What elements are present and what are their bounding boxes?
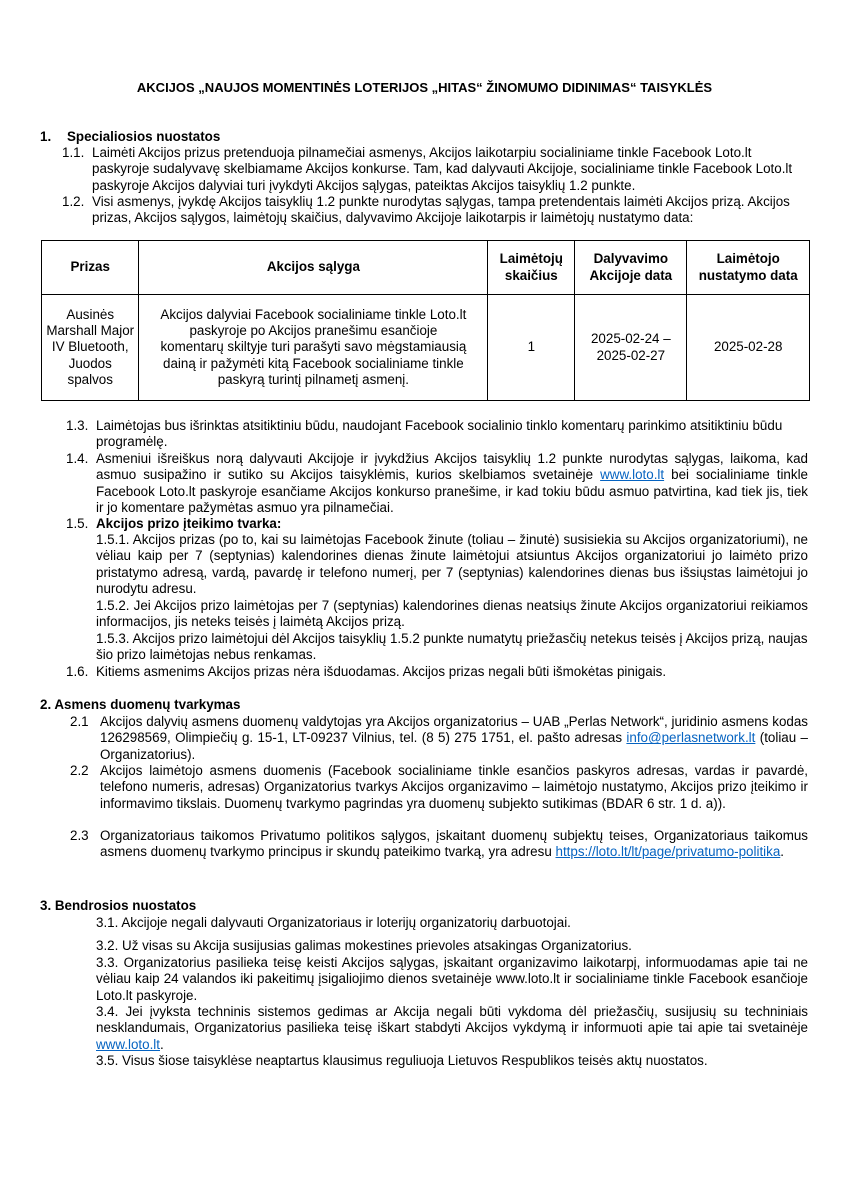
clause-3-4-text [96,1004,808,1053]
clause-2-3-part-a: Organizatoriaus taikomos Privatumo politikos sąlygos, įskaitant duomenų subjektų teises, Organizatoriaus taikomus asmens duomenų tvarkymo principus ir skundų pateikimo tvarką, yra adresu [100,828,808,860]
clause-1-1-number: 1.1. [62,145,85,160]
table-cell-prize: Ausinės Marshall Major IV Bluetooth, Juodos spalvos [42,295,139,401]
clause-1-1-text: Laimėti Akcijos prizus pretenduoja pilnamečiai asmenys, Akcijos laikotarpiu socialiniame tinkle Facebook Loto.lt paskyroje sudalyvavę skelbiamame Akcijos konkurse. Tam, kad dalyvauti Akcijoje, socialiniame tinkle Facebook Loto.lt paskyroje Akcijos dalyviai turi įvykdyti Akcijos sąlygas, pateiktas Akcijos taisyklių 1.2 punkte. [92,145,793,193]
section-1-heading: Specialiosios nuostatos [67,129,221,144]
clause-1-5-1-text: 1.5.1. Akcijos prizas (po to, kai su laimėtojas Facebook žinute (toliau – žinutė) susisiekia su Akcijos organizatoriumi), ne vėliau kaip per 7 (septynias) kalendorines dienas žinute laimėtojui atsiuntus Akcijos organizatoriui jo laimėto prizo pristatymo adresą, vardą, pavardę ir telefono numerį, per 7 (septynias) kalendorines dienas bus išsiųstas laimėtojui jo nurodytu adresu. [96,532,808,597]
clause-1-6-number: 1.6. [66,664,89,679]
clause-1-5-number: 1.5. [66,516,89,531]
clause-1-4-part-a: Asmeniui išreiškus norą dalyvauti Akcijoje ir įvykdžius Akcijos taisyklių 1.2 punkte nurodytas sąlygas, laikoma, kad asmuo susipažino ir sutiko su Akcijos taisyklėmis, kurios skelbiamos svetainėje [96,451,808,483]
clause-1-2-number: 1.2. [62,194,85,209]
clause-3-3-text: 3.3. Organizatorius pasilieka teisę keisti Akcijos sąlygas, įskaitant organizavimo laikotarpį, informuodamas apie tai ne vėliau kaip 24 valandos iki pakeitimų įsigaliojimo dienos svetainėje www.loto.lt ir socialiniame tinkle Facebook esančioje Loto.lt paskyroje. [96,955,808,1003]
prize-table [41,240,810,401]
clause-1-5-heading: Akcijos prizo įteikimo tvarka: [96,516,282,531]
clause-3-4-part-b: . [160,1036,164,1052]
clause-1-4-number: 1.4. [66,451,89,466]
table-header-participation: Dalyvavimo Akcijoje data [575,241,687,295]
clause-2-2-number: 2.2 [70,763,89,778]
table-header-row [42,241,810,295]
clause-2-2-text: Akcijos laimėtojo asmens duomenis (Facebook socialiniame tinkle esančios paskyros adresas, vardas ir pavardė, telefono numeris, adresas) Organizatorius tvarkys Akcijos organizavimo – laimėtojo nustatymo, Akcijos prizo įteikimo ir informavimo tikslais. Duomenų tvarkymo pagrindas yra duomenų subjekto sutikimas (BDAR 6 str. 1 d. a)). [100,763,808,811]
table-header-determination: Laimėtojo nustatymo data [687,241,810,295]
clause-2-3-text [100,828,808,861]
clause-1-3-text: Laimėtojas bus išrinktas atsitiktiniu būdu, naudojant Facebook socialinio tinklo komentarų parinkimo atsitiktiniu būdu programėlę. [96,418,783,450]
clause-3-1-text: 3.1. Akcijoje negali dalyvauti Organizatoriaus ir loterijų organizatorių darbuotojai. [96,915,571,930]
clause-3-5-text: 3.5. Visus šiose taisyklėse neaptartus klausimus reguliuoja Lietuvos Respublikos teisės aktų nuostatos. [96,1053,708,1068]
loto-website-link-2[interactable]: www.loto.lt [96,1036,160,1052]
clause-2-1-part-a: Akcijos dalyvių asmens duomenų valdytojas yra Akcijos organizatorius – UAB „Perlas Network“, juridinio asmens kodas 126298569, Olimpiečių g. 15-1, LT-09237 Vilnius, tel. (8 5) 275 1751, el. pašto adresas [100,714,808,746]
table-cell-determination: 2025-02-28 [687,295,810,401]
clause-1-6-text: Kitiems asmenims Akcijos prizas nėra išduodamas. Akcijos prizas negali būti išmokėtas pinigais. [96,664,667,679]
clause-2-1-number: 2.1 [70,714,89,729]
organizer-email-link[interactable]: info@perlasnetwork.lt [626,730,756,746]
table-cell-winners: 1 [488,295,575,401]
clause-2-3-part-b: . [780,844,785,860]
clause-1-5-2-text: 1.5.2. Jei Akcijos prizo laimėtojas per 7 (septynias) kalendorines dienas neatsiųs žinute Akcijos organizatoriui reikiamos informacijos, jis neteks teisės į laimėtą Akcijos prizą. [96,598,808,630]
table-cell-participation: 2025-02-24 – 2025-02-27 [575,295,687,401]
clause-1-4-text [96,451,808,517]
clause-2-1-text [100,714,808,763]
privacy-policy-link[interactable]: https://loto.lt/lt/page/privatumo-politika [555,844,781,860]
document-title: AKCIJOS „NAUJOS MOMENTINĖS LOTERIJOS „HITAS“ ŽINOMUMO DIDINIMAS“ TAISYKLĖS [136,80,713,95]
section-3-heading: 3. Bendrosios nuostatos [40,898,197,913]
table-cell-condition: Akcijos dalyviai Facebook socialiniame tinkle Loto.lt paskyroje po Akcijos pranešimu esančioje komentarų skiltyje turi parašyti savo mėgstamiausią dainą ir pažymėti kitą Facebook socialiniame tinkle paskyrą turintį pilnametį asmenį. [139,295,488,401]
clause-2-1-part-b: (toliau – Organizatorius). [100,730,809,762]
clause-1-4-part-b: bei socialiniame tinkle Facebook Loto.lt paskyroje esančiame Akcijos konkurso pranešime, ir kad tokiu būdu asmuo patvirtina, kad tiek jis, tiek ir jo komentare pažymėtas asmuo yra pilnamečiai. [96,467,808,516]
loto-website-link[interactable]: www.loto.lt [600,467,665,483]
clause-1-5-3-text: 1.5.3. Akcijos prizo laimėtojui dėl Akcijos taisyklių 1.5.2 punkte numatytų priežasčių netekus teisės į Akcijos prizą, naujas šio prizo laimėtojas nebus renkamas. [96,631,808,663]
table-header-condition: Akcijos sąlyga [139,241,488,295]
section-1-number: 1. [40,129,52,144]
table-row [42,295,810,401]
clause-1-2-text: Visi asmenys, įvykdę Akcijos taisyklių 1.2 punkte nurodytas sąlygas, tampa pretendentais laimėti Akcijos prizą. Akcijos prizas, Akcijos sąlygos, laimėtojų skaičius, dalyvavimo Akcijoje laikotarpis ir laimėtojų nustatymo data: [92,194,790,226]
table-header-prize: Prizas [42,241,139,295]
clause-1-3-number: 1.3. [66,418,89,433]
table-header-winners: Laimėtojų skaičius [488,241,575,295]
clause-3-2-text: 3.2. Už visas su Akcija susijusias galimas mokestines prievoles atsakingas Organizatorius. [96,938,632,953]
clause-2-3-number: 2.3 [70,828,89,843]
clause-3-4-part-a: 3.4. Jei įvyksta techninis sistemos gedimas ar Akcija negali būti vykdoma dėl priežasčių, susijusių su techniniais nesklandumais, Organizatorius pasilieka teisę iškart stabdyti Akcijos vykdymą ir informuoti apie tai apie tai svetainėje [96,1004,808,1036]
section-2-heading: 2. Asmens duomenų tvarkymas [40,697,241,712]
